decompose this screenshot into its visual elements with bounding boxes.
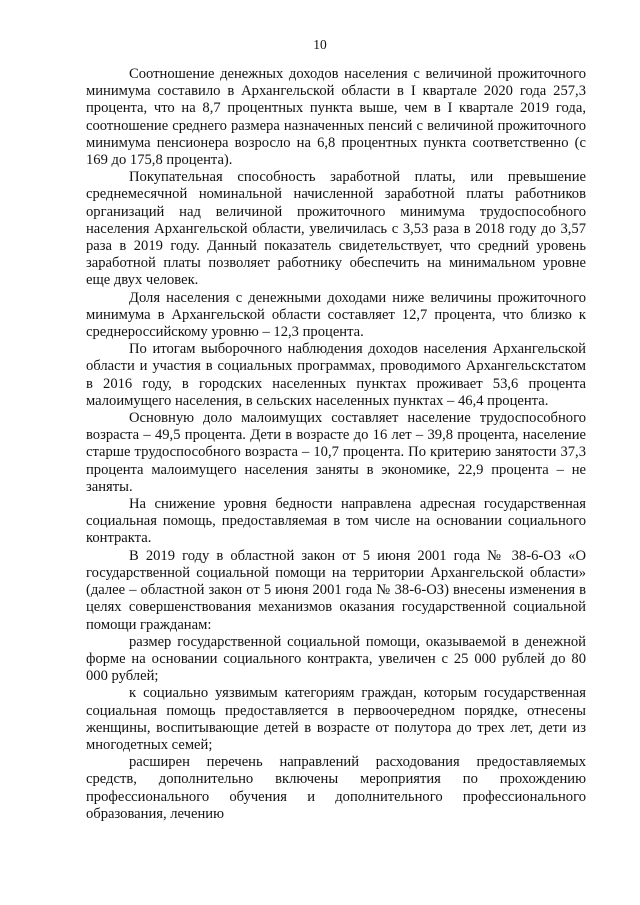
page-number: 10 [313,37,327,52]
paragraph-survey-results: По итогам выборочного наблюдения доходов населения Архангельской области и участия в социальных программах, проводимого Архангельскстатом в 2016 году, в городских населенных пунктах проживает 53,6 процента малоимущего населения, в сельских населенных пунктах – 46,4 процента. [86,341,586,409]
paragraph-low-income-share: Доля населения с денежными доходами ниже величины прожиточного минимума в Архангельской области составляет 12,7 процента, что близко к среднероссийскому уровню – 12,3 процента. [86,289,586,341]
document-body [86,66,586,823]
paragraph-vulnerable-categories: к социально уязвимым категориям граждан, которым государственная социальная помощь предоставляется в первоочередном порядке, отнесены женщины, воспитывающие детей в возрасте от полутора до трех лет, дети из многодетных семей; [86,685,586,753]
paragraph-low-income-structure: Основную доло малоимущих составляет население трудоспособного возраста – 49,5 процента. Дети в возрасте до 16 лет – 39,8 процента, население старше трудоспособного возраста – 10,7 процента. По критерию занятости 37,3 процента малоимущего населения заняты в экономике, 22,9 процента – не заняты. [86,410,586,495]
paragraph-purchasing-power: Покупательная способность заработной платы, или превышение среднемесячной номинальной начисленной заработной платы работников организаций над величиной прожиточного минимума трудоспособного населения Архангельской области, увеличилась с 3,53 раза в 2018 году до 3,57 раза в 2019 году. Данный показатель свидетельствует, что средний уровень заработной платы позволяет работнику обеспечить на минимальном уровне еще двух человек. [86,169,586,289]
paragraph-income-ratio: Соотношение денежных доходов населения с величиной прожиточного минимума составило в Архангельской области в I квартале 2020 года 257,3 процента, что на 8,7 процентных пункта выше, чем в I квартале 2019 года, соотношение среднего размера назначенных пенсий с величиной прожиточного минимума пенсионера возросло на 6,8 процентных пункта соответственно (с 169 до 175,8 процента). [86,66,586,169]
paragraph-targeted-assistance: На снижение уровня бедности направлена адресная государственная социальная помощь, предоставляемая в том числе на основании социального контракта. [86,496,586,547]
paragraph-law-amendments: В 2019 году в областной закон от 5 июня 2001 года № 38-6-ОЗ «О государственной социальной помощи на территории Архангельской области» (далее – областной закон от 5 июня 2001 года № 38-6-ОЗ) внесены изменения в целях совершенствования механизмов оказания государственной социальной помощи гражданам: [86,547,586,633]
paragraph-assistance-amount: размер государственной социальной помощи, оказываемой в денежной форме на основании социального контракта, увеличен с 25 000 рублей до 80 000 рублей; [86,633,586,685]
paragraph-expanded-directions: расширен перечень направлений расходования предоставляемых средств, дополнительно включены мероприятия по прохождению профессионального обучения и дополнительного профессионального образования, лечению [86,754,586,822]
